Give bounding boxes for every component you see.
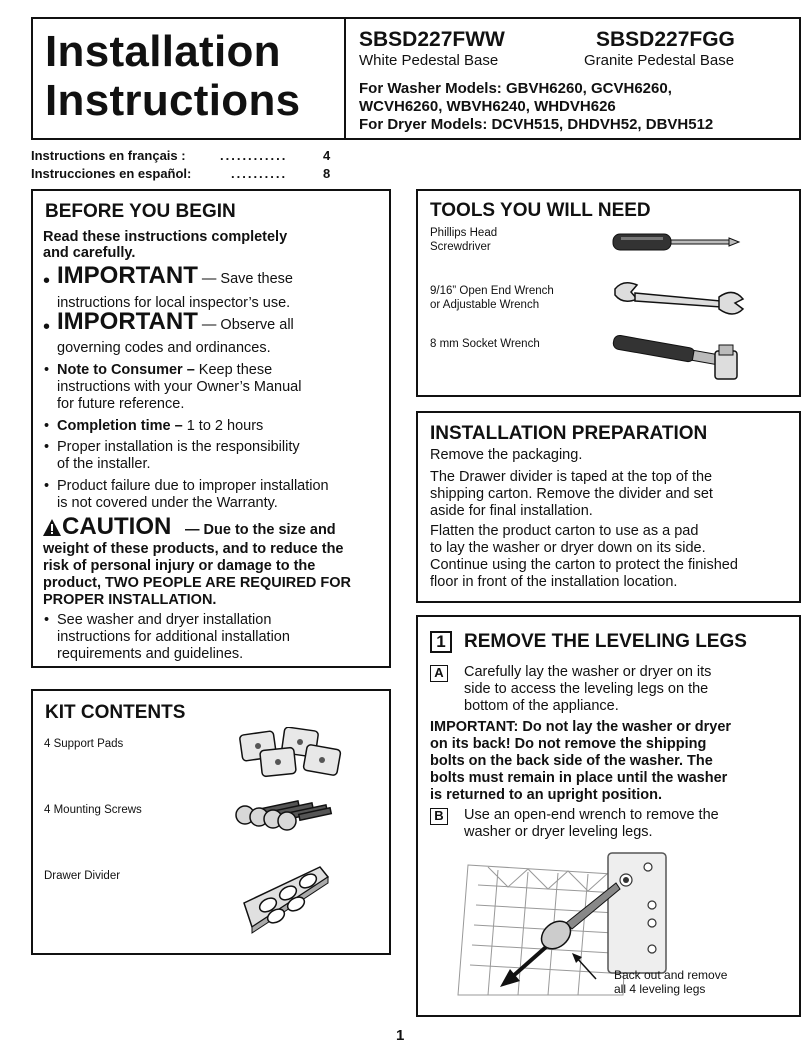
important-codes: • IMPORTANT — Observe all bbox=[43, 308, 294, 338]
model-number-1: SBSD227FWW bbox=[359, 28, 505, 51]
dryer-models: For Dryer Models: DCVH515, DHDVH52, DBVH512 bbox=[359, 116, 714, 133]
kit-contents-box bbox=[31, 689, 391, 955]
step-1-box bbox=[416, 615, 801, 1017]
kit-item-mounting-screws: 4 Mounting Screws bbox=[44, 804, 142, 816]
important-2-label: IMPORTANT bbox=[57, 308, 198, 335]
screwdriver-icon bbox=[611, 229, 741, 255]
note-line-3: for future reference. bbox=[57, 396, 185, 412]
caution-line-4: product, TWO PEOPLE ARE REQUIRED FOR bbox=[43, 575, 351, 591]
model-1-description: White Pedestal Base bbox=[359, 52, 499, 69]
open-end-wrench-icon bbox=[611, 279, 746, 317]
mounting-screws-illustration bbox=[233, 795, 333, 835]
tool-screwdriver-label bbox=[430, 226, 497, 254]
drawer-divider-illustration bbox=[238, 863, 338, 935]
toc-french-page: 4 bbox=[323, 148, 331, 163]
tool-wrench-label bbox=[430, 284, 554, 312]
step-b-line-2: washer or dryer leveling legs. bbox=[464, 824, 653, 840]
proper-line-1: Proper installation is the responsibility bbox=[57, 439, 300, 455]
toc-spanish-label: Instrucciones en español: bbox=[31, 166, 192, 181]
product-failure: • Product failure due to improper installation bbox=[44, 478, 329, 494]
warning-triangle-icon bbox=[43, 519, 61, 536]
before-you-begin-box bbox=[31, 189, 391, 668]
tool-wrench-line-2: or Adjustable Wrench bbox=[430, 299, 540, 311]
see-line-2: instructions for additional installation bbox=[57, 629, 290, 645]
prep-p3-line-4: floor in front of the installation location. bbox=[430, 574, 678, 590]
prep-title: INSTALLATION PREPARATION bbox=[430, 423, 708, 444]
failure-line-2: is not covered under the Warranty. bbox=[57, 495, 278, 511]
tool-socket-label bbox=[430, 337, 540, 351]
title-line-2: Instructions bbox=[45, 76, 301, 125]
failure-line-1: Product failure due to improper installation bbox=[57, 478, 329, 494]
page-title bbox=[45, 27, 300, 125]
prep-p1: Remove the packaging. bbox=[430, 447, 583, 463]
warning-line-4: bolts must remain in place until the washer bbox=[430, 770, 728, 786]
proper-installation: • Proper installation is the responsibility bbox=[44, 439, 300, 455]
step-number: 1 bbox=[430, 631, 452, 653]
prep-p2-line-1: The Drawer divider is taped at the top of the bbox=[430, 469, 713, 485]
note-rest: Keep these bbox=[194, 362, 273, 378]
caution-line-5: PROPER INSTALLATION. bbox=[43, 592, 217, 608]
tool-screwdriver-line-1: Phillips Head bbox=[430, 227, 498, 239]
caution-rest: — Due to the size and bbox=[185, 522, 336, 538]
callout-line-1: Back out and remove bbox=[614, 968, 728, 982]
compatible-models bbox=[359, 80, 713, 134]
completion-time: • Completion time – 1 to 2 hours bbox=[44, 418, 264, 434]
washer-models-line-2: WCVH6260, WBVH6240, WHDVH626 bbox=[359, 98, 616, 115]
important-2-rest: — Observe all bbox=[197, 317, 294, 333]
title-cell bbox=[33, 19, 346, 138]
important-1-rest: — Save these bbox=[197, 271, 293, 287]
step-a-line-2: side to access the leveling legs on the bbox=[464, 681, 709, 697]
caution-line-3: risk of personal injury or damage to the bbox=[43, 558, 316, 574]
step-a-line-1: Carefully lay the washer or dryer on its bbox=[464, 664, 712, 680]
note-bold: Note to Consumer – bbox=[57, 362, 195, 378]
tools-box bbox=[416, 189, 801, 397]
toc-spanish-page: 8 bbox=[323, 166, 331, 181]
prep-p3-line-2: to lay the washer or dryer down on its side. bbox=[430, 540, 706, 556]
step-1-title: REMOVE THE LEVELING LEGS bbox=[464, 631, 747, 652]
intro-line-1: Read these instructions completely bbox=[43, 229, 288, 245]
model-number-2: SBSD227FGG bbox=[596, 28, 735, 51]
toc-french-label: Instructions en français : bbox=[31, 148, 186, 163]
prep-p2-line-3: aside for final installation. bbox=[430, 503, 593, 519]
toc-french[interactable] bbox=[31, 148, 331, 163]
important-2-line-2: governing codes and ordinances. bbox=[57, 340, 271, 356]
step-b-line-1: Use an open-end wrench to remove the bbox=[464, 807, 719, 823]
callout-line-2: all 4 leveling legs bbox=[614, 982, 706, 996]
note-to-consumer: • Note to Consumer – Keep these bbox=[44, 362, 273, 378]
see-line-1: See washer and dryer installation bbox=[57, 612, 272, 628]
kit-contents-title: KIT CONTENTS bbox=[45, 702, 186, 723]
intro-line-2: and carefully. bbox=[43, 245, 136, 261]
toc-french-dots: ............ bbox=[220, 148, 288, 163]
model-2-description: Granite Pedestal Base bbox=[584, 52, 735, 69]
step-letter-a: A bbox=[430, 665, 448, 682]
step-a-line-3: bottom of the appliance. bbox=[464, 698, 619, 714]
prep-p3-line-3: Continue using the carton to protect the finished bbox=[430, 557, 738, 573]
tools-title: TOOLS YOU WILL NEED bbox=[430, 200, 651, 221]
caution-label: CAUTION bbox=[62, 513, 172, 540]
step-letter-b: B bbox=[430, 808, 448, 825]
installation-preparation-box bbox=[416, 411, 801, 603]
caution-line-2: weight of these products, and to reduce the bbox=[43, 541, 344, 557]
warning-line-2: on its back! Do not remove the shipping bbox=[430, 736, 707, 752]
title-line-1: Installation bbox=[45, 27, 281, 76]
warning-line-1: IMPORTANT: Do not lay the washer or dryer bbox=[430, 719, 732, 735]
washer-models-line-1: For Washer Models: GBVH6260, GCVH6260, bbox=[359, 80, 672, 97]
proper-line-2: of the installer. bbox=[57, 456, 151, 472]
kit-item-support-pads: 4 Support Pads bbox=[44, 738, 124, 750]
before-you-begin-title: BEFORE YOU BEGIN bbox=[45, 201, 236, 222]
completion-rest: 1 to 2 hours bbox=[182, 418, 264, 434]
important-save: • IMPORTANT — Save these bbox=[43, 262, 293, 292]
prep-p2-line-2: shipping carton. Remove the divider and set bbox=[430, 486, 713, 502]
warning-line-3: bolts on the back side of the washer. The bbox=[430, 753, 713, 769]
warning-line-5: is returned to an upright position. bbox=[430, 787, 662, 803]
tool-screwdriver-line-2: Screwdriver bbox=[430, 241, 491, 253]
important-1-label: IMPORTANT bbox=[57, 262, 198, 289]
support-pads-illustration bbox=[233, 727, 373, 785]
see-line-3: requirements and guidelines. bbox=[57, 646, 244, 662]
important-1-line-2: instructions for local inspector’s use. bbox=[57, 295, 291, 311]
tool-wrench-line-1: 9/16” Open End Wrench bbox=[430, 285, 554, 297]
socket-wrench-icon bbox=[611, 331, 746, 386]
page-number: 1 bbox=[396, 1027, 405, 1044]
tool-socket-line-1: 8 mm Socket Wrench bbox=[430, 338, 540, 350]
toc-spanish-dots: .......... bbox=[231, 166, 288, 181]
header-box bbox=[31, 17, 801, 140]
toc-spanish[interactable] bbox=[31, 166, 331, 181]
completion-bold: Completion time – bbox=[57, 418, 183, 434]
prep-p3-line-1: Flatten the product carton to use as a pad bbox=[430, 523, 699, 539]
note-line-2: instructions with your Owner’s Manual bbox=[57, 379, 302, 395]
kit-item-drawer-divider: Drawer Divider bbox=[44, 870, 121, 882]
see-instructions: • See washer and dryer installation bbox=[44, 612, 272, 628]
callout-text bbox=[614, 968, 727, 996]
